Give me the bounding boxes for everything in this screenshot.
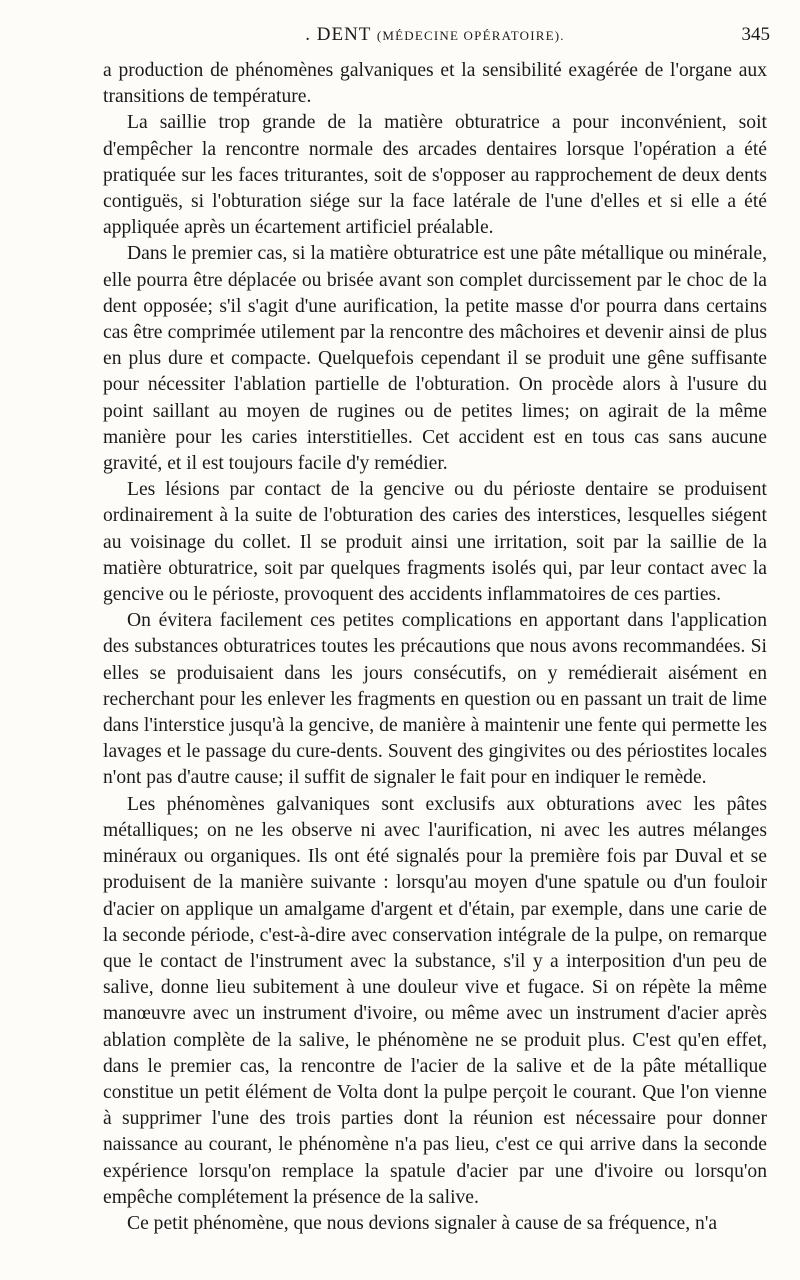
running-title-main: . DENT bbox=[305, 24, 372, 45]
paragraph-1: a production de phénomènes galvaniques et la sensibilité exagérée de l'organe aux transitions de température. bbox=[103, 60, 767, 108]
paragraph-3: Dans le premier cas, si la matière obturatrice est une pâte métallique ou minérale, elle pourra être déplacée ou brisée avant son complet durcissement par le choc de la dent opposée; s'il s'agit d'une aurification, la petite masse d'or pourra dans certains cas être comprimée utilement par la rencontre des mâchoires et devenir ainsi de plus en plus dure et compacte. Quelquefois cependant il se produit une gêne suffisante pour nécessiter l'ablation partielle de l'obturation. On procède alors à l'usure du point saillant au moyen de rugines ou de petites limes; on agirait de la même manière pour les caries interstitielles. Cet accident est en tous cas sans aucune gravité, et il est toujours facile d'y remédier. bbox=[103, 243, 767, 475]
paragraph-6: Les phénomènes galvaniques sont exclusifs aux obturations avec les pâtes métalliques; on ne les observe ni avec l'aurification, ni avec les autres mélanges minéraux ou organiques. Ils ont été signalés pour la première fois par Duval et se produisent de la manière suivante : lorsqu'au moyen d'une spatule ou d'un fouloir d'acier on applique un amalgame d'argent et d'étain, par exemple, dans une carie de la seconde période, c'est-à-dire avec conservation intégrale de la pulpe, on remarque que le contact de l'instrument avec la substance, s'il y a interposition d'un peu de salive, donne lieu subitement à une douleur vive et fugace. Si on répète la même manœuvre avec un instrument d'ivoire, ou même avec un instrument d'acier après ablation complète de la salive, le phénomène ne se produit plus. C'est qu'en effet, dans le premier cas, la rencontre de l'acier de la salive et de la pâte métallique constitue un petit élément de Volta dont la pulpe perçoit le courant. Que l'on vienne à supprimer l'une des trois parties dont la réunion est nécessaire pour donner naissance au courant, le phénomène n'a pas lieu, c'est ce qui arrive dans la seconde expérience lorsqu'on remplace la spatule d'acier par une d'ivoire ou lorsqu'on empêche complétement la présence de la salive. bbox=[103, 793, 767, 1208]
paragraph-7: Ce petit phénomène, que nous devions signaler à cause de sa fréquence, n'a bbox=[127, 1212, 718, 1234]
running-title bbox=[100, 24, 770, 46]
page-number: 345 bbox=[741, 24, 770, 45]
paragraph-4: Les lésions par contact de la gencive ou du périoste dentaire se produisent ordinairement à la suite de l'obturation des caries des interstices, lesquelles siégent au voisinage du collet. Il se produit ainsi une irritation, soit par la saillie de la matière obturatrice, soit par quelques fragments isolés qui, par leur contact avec la gencive ou le périoste, provoquent des accidents inflammatoires de ces parties. bbox=[103, 479, 767, 606]
page-header bbox=[100, 24, 770, 54]
paragraph-5: On évitera facilement ces petites complications en apportant dans l'application des substances obturatrices toutes les précautions que nous avons recommandées. Si elles se produisaient dans les jours consécutifs, on y remédierait aisément en recherchant pour les enlever les fragments en question ou en passant un trait de lime dans l'interstice jusqu'à la gencive, de manière à maintenir une fente qui permette les lavages et le passage du cure-dents. Souvent des gingivites ou des périostites locales n'ont pas d'autre cause; il suffit de signaler le fait pour en indiquer le remède. bbox=[103, 610, 767, 789]
body-text bbox=[103, 58, 767, 1237]
paragraph-2: La saillie trop grande de la matière obturatrice a pour inconvénient, soit d'empêcher la rencontre normale des arcades dentaires lorsque l'opération a été pratiquée sur les faces triturantes, soit de s'opposer au rapprochement de deux dents contiguës, si l'obturation siége sur la face latérale de l'une d'elles et si elle a été appliquée après un écartement artificiel préalable. bbox=[103, 112, 767, 239]
running-title-subtitle: (MÉDECINE OPÉRATOIRE). bbox=[376, 28, 565, 43]
